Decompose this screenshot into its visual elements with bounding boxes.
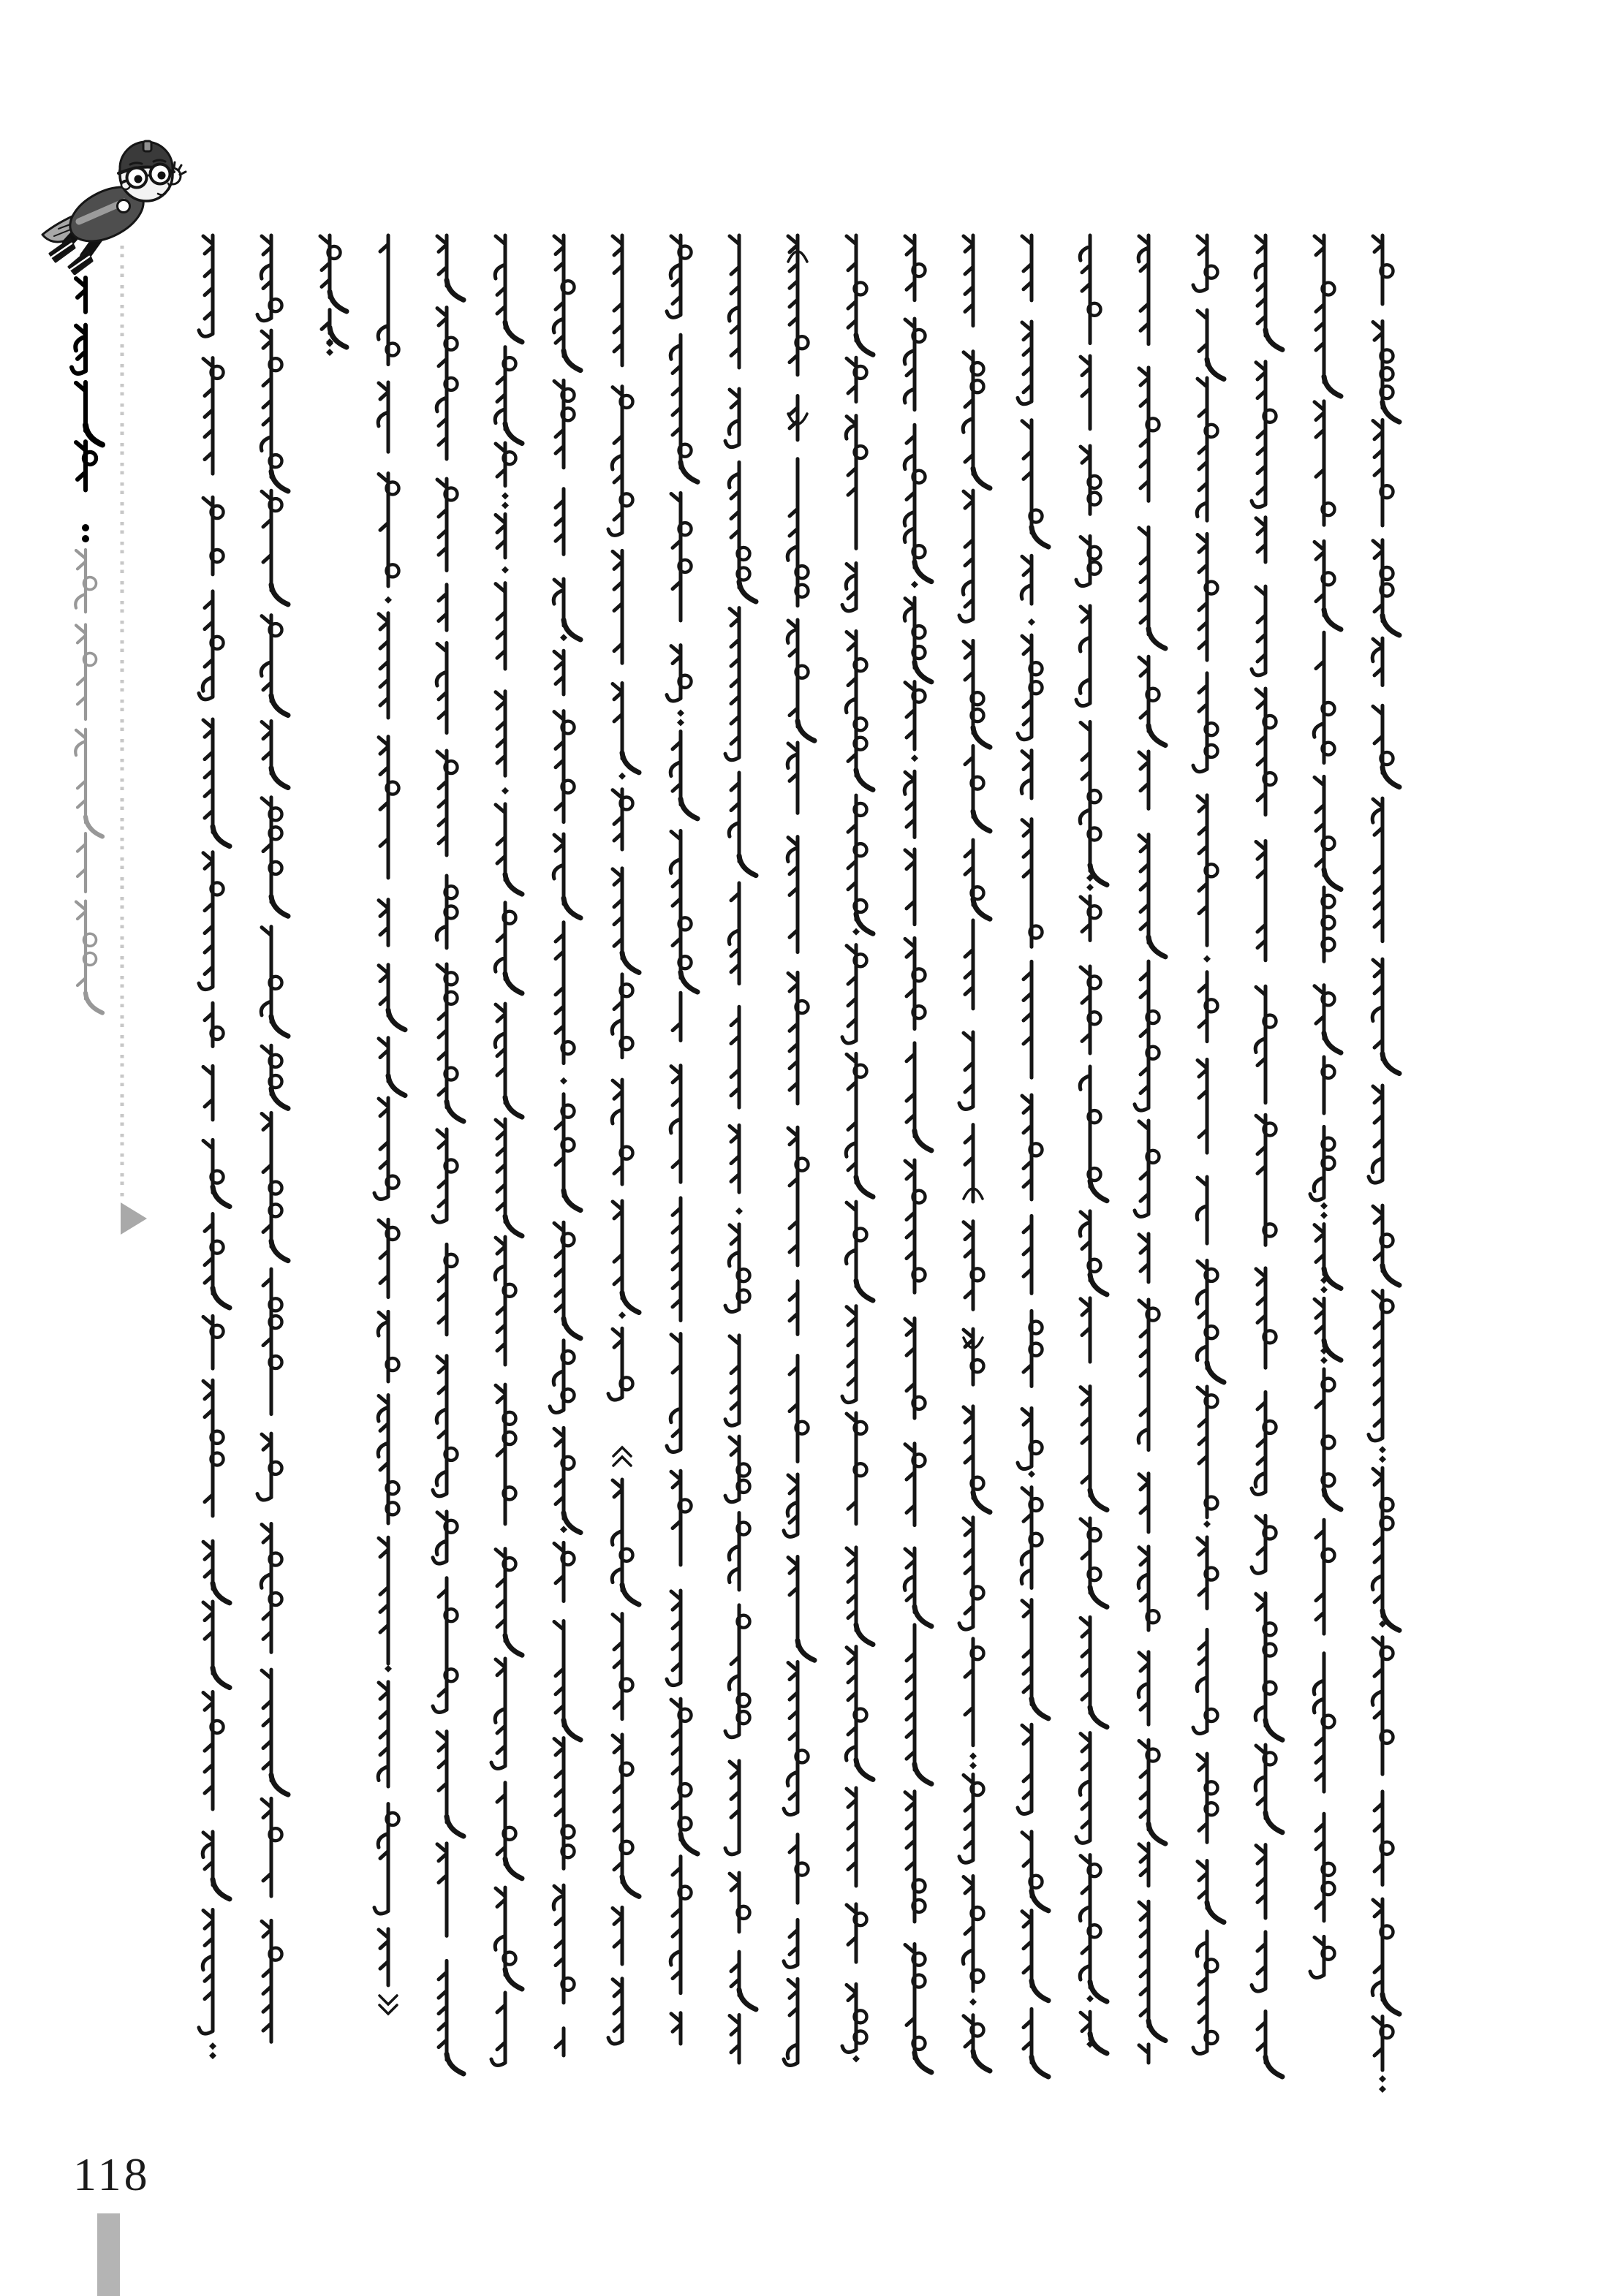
text-column — [374, 235, 405, 2014]
text-column — [959, 235, 990, 2071]
text-column — [842, 235, 873, 2063]
text-column — [1193, 235, 1224, 2054]
footer-accent-bar — [97, 2213, 120, 2296]
text-column — [199, 235, 230, 2059]
text-column — [1076, 235, 1107, 2053]
page-number: 118 — [73, 2148, 151, 2200]
text-column — [1135, 235, 1165, 2063]
text-column — [320, 235, 347, 356]
text-column — [1252, 235, 1282, 2077]
text-column — [667, 235, 697, 2044]
text-column — [784, 235, 814, 2066]
text-column — [1310, 235, 1341, 1978]
text-column — [608, 235, 639, 2044]
text-column — [433, 235, 464, 2074]
text-column — [257, 235, 288, 2042]
text-column — [1018, 235, 1048, 2077]
text-column — [550, 235, 580, 2056]
text-column — [491, 235, 522, 2066]
text-column — [904, 235, 931, 2072]
text-column — [725, 235, 756, 2063]
text-column — [1369, 235, 1399, 2093]
